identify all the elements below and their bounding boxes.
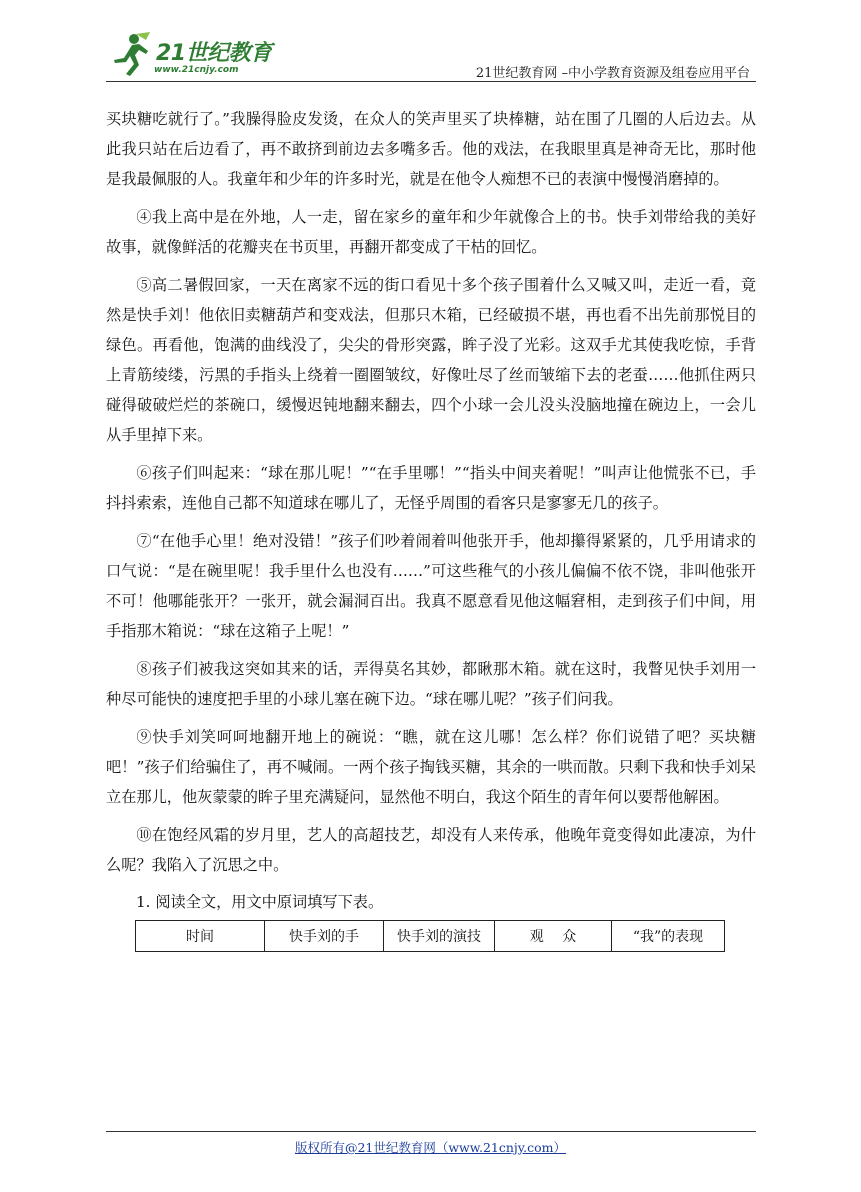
paragraph-4: ④我上高中是在外地，人一走，留在家乡的童年和少年就像合上的书。快手刘带给我的美好故事，就像鲜活的花瓣夹在书页里，再翻开都变成了干枯的回忆。 — [106, 208, 756, 256]
paragraph-9: ⑨快手刘笑呵呵地翻开地上的碗说：“瞧，就在这儿哪！怎么样？你们说错了吧？买块糖吧！”孩子们给骗住了，再不喊闹。一两个孩子掏钱买糖，其余的一哄而散。只剩下我和快手刘呆立在那儿，他灰蒙蒙的眸子里充满疑问，显然他不明白，我这个陌生的青年何以要帮他解困。 — [106, 728, 756, 806]
paragraph-8: ⑧孩子们被我这突如其来的话，弄得莫名其妙，都瞅那木箱。就在这时，我瞥见快手刘用一种尽可能快的速度把手里的小球儿塞在碗下边。“球在哪儿呢？”孩子们问我。 — [106, 660, 756, 708]
paragraph-10: ⑩在饱经风霜的岁月里，艺人的高超技艺，却没有人来传承，他晚年竟变得如此凄凉，为什么呢？我陷入了沉思之中。 — [106, 826, 756, 874]
page-header — [106, 30, 756, 84]
table-header-cell: 时间 — [136, 921, 265, 952]
logo-url: www.21cnjy.com — [154, 65, 239, 75]
table-header-cell: 观 众 — [495, 921, 612, 952]
paragraph-1: 买块糖吃就行了。”我臊得脸皮发烫，在众人的笑声里买了块棒糖，站在围了几圈的人后边去。从此我只站在后边看了，再不敢挤到前边去多嘴多舌。他的戏法，在我眼里真是神奇无比，那时他是我最佩服的人。我童年和少年的许多时光，就是在他令人痴想不已的表演中慢慢消磨掉的。 — [106, 110, 756, 188]
footer-copyright[interactable]: 版权所有@21世纪教育网（www.21cnjy.com） — [294, 1140, 567, 1155]
footer-divider — [106, 1131, 756, 1132]
table-header-cell: “我”的表现 — [612, 921, 725, 952]
answer-table — [135, 920, 725, 952]
logo — [106, 30, 286, 80]
question-1: 1. 阅读全文，用文中原词填写下表。 — [136, 893, 384, 911]
logo-text: 21世纪教育 — [156, 41, 272, 66]
paragraph-7: ⑦“在他手心里！绝对没错！”孩子们吵着闹着叫他张开手，他却攥得紧紧的，几乎用请求的口气说：“是在碗里呢！我手里什么也没有……”可这些稚气的小孩儿偏偏不依不饶，非叫他张开不可！他哪能张开？一张开，就会漏洞百出。我真不愿意看见他这幅窘相，走到孩子们中间，用手指那木箱说：“球在这箱子上呢！” — [106, 532, 756, 640]
article-body — [106, 104, 756, 952]
table-header-cell: 快手刘的演技 — [384, 921, 495, 952]
running-man-icon — [106, 32, 154, 78]
paragraph-5: ⑤高二暑假回家，一天在离家不远的街口看见十多个孩子围着什么又喊又叫，走近一看，竟然是快手刘！他依旧卖糖葫芦和变戏法，但那只木箱，已经破损不堪，再也看不出先前那悦目的绿色。再看他，饱满的曲线没了，尖尖的骨形突露，眸子没了光彩。这双手尤其使我吃惊，手背上青筋绫缕，污黑的手指头上绕着一圈圈皱纹，好像吐尽了丝而皱缩下去的老蚕……他抓住两只碰得破破烂烂的茶碗口，缓慢迟钝地翻来翻去，四个小球一会儿没头没脑地撞在碗边上，一会儿从手里掉下来。 — [106, 276, 756, 444]
table-header-row — [136, 921, 725, 952]
table-header-cell: 快手刘的手 — [265, 921, 384, 952]
header-divider — [106, 81, 756, 82]
header-title: 21世纪教育网 –中小学教育资源及组卷应用平台 — [475, 66, 750, 81]
paragraph-6: ⑥孩子们叫起来：“球在那儿呢！”“在手里哪！”“指头中间夹着呢！”叫声让他慌张不已，手抖抖索索，连他自己都不知道球在哪儿了，无怪乎周围的看客只是寥寥无几的孩子。 — [106, 464, 756, 512]
